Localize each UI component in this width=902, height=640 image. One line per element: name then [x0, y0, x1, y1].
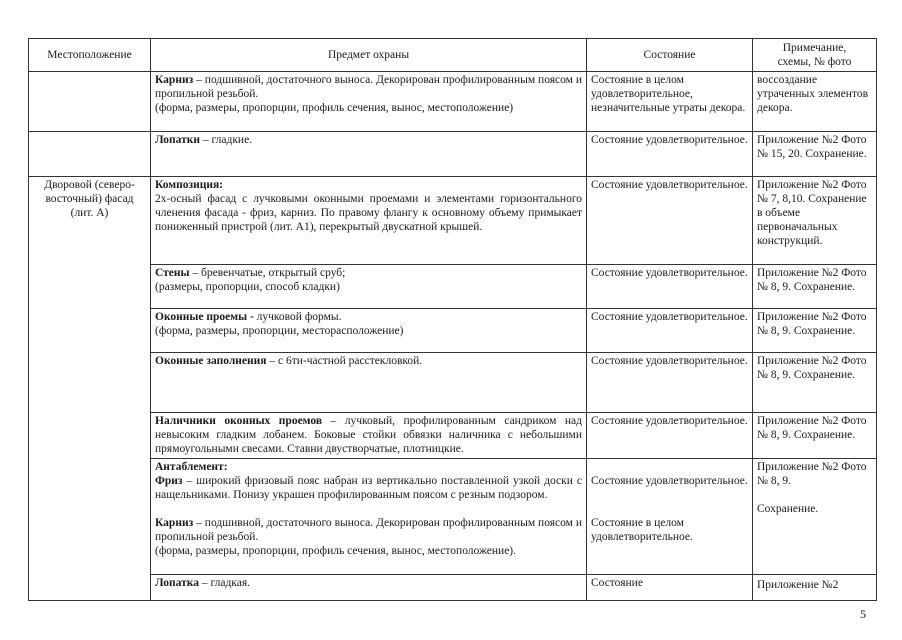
note-cell: воссоздание утраченных элементов декора.	[753, 72, 877, 132]
state-cell: Состояние удовлетворительное.	[587, 132, 753, 177]
subject-cell	[151, 575, 587, 601]
note-cell: Приложение №2	[753, 575, 877, 601]
subject-desc: – гладкие.	[200, 134, 253, 146]
subject-desc: 2х-осный фасад с лучковыми оконными проемами и элементами горизонтального членения фасада - фриз, карниз. По правому флангу к основному объему примыкает пониженный пристрой (лит. А1), перекрытый двускатной крышей.	[155, 193, 582, 233]
subject-term: Наличники оконных проемов	[155, 415, 323, 427]
page-number: 5	[860, 607, 866, 621]
header-location: Местоположение	[29, 39, 151, 72]
subject-term-2: Карниз	[155, 517, 194, 529]
state-cell: Состояние удовлетворительное.	[587, 177, 753, 265]
table-row	[29, 575, 877, 601]
subject-term: Стены	[155, 267, 190, 279]
subject-term: Лопатки	[155, 134, 201, 146]
subject-desc: – лучковый, профилированным сандриком над невысоким гладким лобанем. Боковые стойки обвязки наличника с небольшими прямоугольными свесами. Ставни двустворчатые, плотницкие.	[155, 415, 582, 455]
state-frieze: Состояние удовлетворительное.	[591, 475, 748, 487]
subject-desc-extra: (размеры, пропорции, способ кладки)	[155, 281, 340, 293]
subject-desc: – гладкая.	[198, 577, 250, 589]
subject-term: Карниз	[155, 74, 194, 86]
note-cell: Приложение №2 Фото № 15, 20. Сохранение.	[753, 132, 877, 177]
subject-term: Оконные заполнения	[155, 355, 267, 367]
subject-cell	[151, 413, 587, 459]
subject-desc-2: – подшивной, достаточного выноса. Декорирован профилированным поясом и пропильной резьбой.	[155, 517, 582, 543]
subject-cell	[151, 72, 587, 132]
subject-desc: – широкий фризовый пояс набран из вертикально поставленной узкой доски с нащельниками. Понизу украшен профилированным поясом с резным подзором.	[155, 475, 582, 501]
table-row	[29, 309, 877, 353]
table-row	[29, 353, 877, 413]
subject-term-header: Антаблемент:	[155, 461, 228, 473]
header-note	[753, 39, 877, 72]
subject-cell	[151, 459, 587, 575]
subject-term: Лопатка	[155, 577, 199, 589]
subject-cell	[151, 309, 587, 353]
subject-cell	[151, 177, 587, 265]
state-cell: Состояние	[587, 575, 753, 601]
header-state: Состояние	[587, 39, 753, 72]
state-cell: Состояние удовлетворительное.	[587, 413, 753, 459]
protection-subject-table	[28, 38, 877, 601]
subject-cell	[151, 265, 587, 309]
subject-cell	[151, 132, 587, 177]
header-subject: Предмет охраны	[151, 39, 587, 72]
table-row	[29, 72, 877, 132]
state-cornice: Состояние в целом удовлетворительное.	[591, 517, 693, 543]
note-cell: Приложение №2 Фото № 8, 9. Сохранение.	[753, 265, 877, 309]
note-cell: Приложение №2 Фото № 8, 9. Сохранение.	[753, 413, 877, 459]
subject-desc: – бревенчатые, открытый сруб;	[189, 267, 346, 279]
table-row	[29, 132, 877, 177]
location-cell-courtyard-facade: Дворовой (северо-восточный) фасад (лит. А)	[29, 177, 151, 601]
state-cell: Состояние удовлетворительное.	[587, 353, 753, 413]
state-cell: Состояние удовлетворительное.	[587, 265, 753, 309]
location-cell	[29, 72, 151, 132]
subject-desc: – подшивной, достаточного выноса. Декорирован профилированным поясом и пропильной резьбой.	[155, 74, 582, 100]
table-row	[29, 265, 877, 309]
table-row	[29, 413, 877, 459]
header-note-line2: схемы, № фото	[777, 56, 852, 68]
note-cell: Приложение №2 Фото № 8, 9. Сохранение.	[753, 353, 877, 413]
subject-term: Оконные проемы -	[155, 311, 254, 323]
table-row	[29, 177, 877, 265]
subject-desc: лучковой формы.	[253, 311, 342, 323]
note-cell: Приложение №2 Фото № 8, 9. Сохранение.	[753, 309, 877, 353]
table-header-row	[29, 39, 877, 72]
note-cell: Приложение №2 Фото № 7, 8,10. Сохранение в объеме первоначальных конструкций.	[753, 177, 877, 265]
location-cell	[29, 132, 151, 177]
header-note-line1: Примечание,	[782, 42, 847, 54]
subject-term: Композиция:	[155, 179, 224, 191]
note-preserve: Сохранение.	[757, 503, 819, 515]
subject-term: Фриз	[155, 475, 183, 487]
subject-desc-extra: (форма, размеры, пропорции, профиль сечения, вынос, местоположение).	[155, 545, 517, 557]
note-cell	[753, 459, 877, 575]
state-cell	[587, 459, 753, 575]
subject-desc-extra: (форма, размеры, пропорции, месторасположение)	[155, 325, 404, 337]
subject-desc: – с 6ти-частной расстекловкой.	[266, 355, 423, 367]
state-cell: Состояние удовлетворительное.	[587, 309, 753, 353]
state-cell: Состояние в целом удовлетворительное, незначительные утраты декора.	[587, 72, 753, 132]
subject-cell	[151, 353, 587, 413]
note-photo: Приложение №2 Фото № 8, 9.	[757, 461, 867, 487]
table-row	[29, 459, 877, 575]
subject-desc-extra: (форма, размеры, пропорции, профиль сечения, вынос, местоположение)	[155, 102, 514, 114]
